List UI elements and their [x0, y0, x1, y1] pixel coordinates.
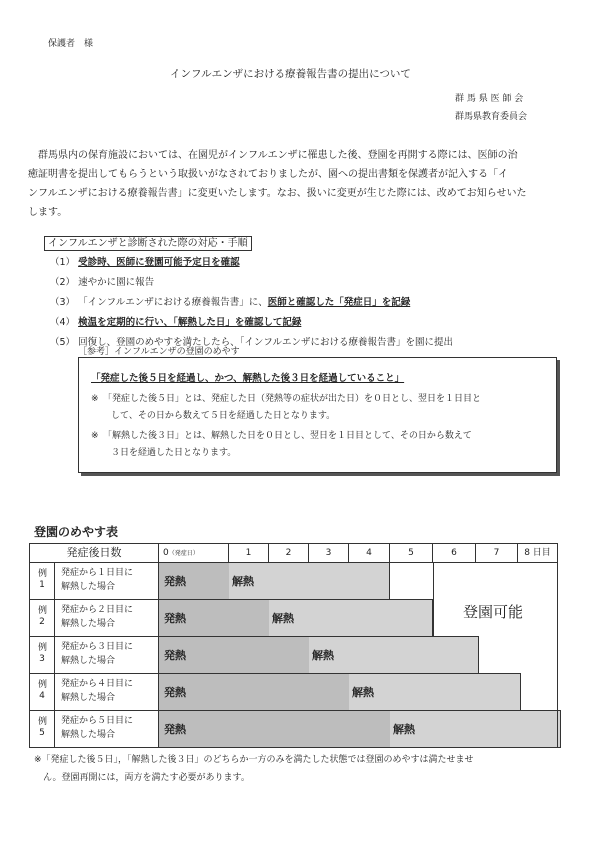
step-emphasis: 検温を定期的に行い、「解熱した日」を確認して記録 [78, 317, 302, 328]
fever-label: 発熱 [164, 686, 186, 699]
example-desc-cell [54, 562, 159, 600]
step-item [50, 274, 453, 294]
fever-label: 発熱 [164, 575, 186, 588]
ok-region [433, 562, 558, 637]
fever-label: 発熱 [164, 612, 186, 625]
day-label: 6 [451, 548, 457, 558]
example-desc: 発症から１日目に [61, 568, 134, 578]
step-number: （3） [50, 297, 76, 308]
example-desc: 発症から２日目に [61, 605, 134, 615]
example-id: 例1 [38, 569, 48, 590]
example-id-cell [29, 673, 55, 711]
footnote: ※「発症した後５日」，「解熱した後３日」のどちらか一方のみを満たした状態では登園のめやすは満たせませ [34, 755, 474, 765]
day-label: 5 [408, 548, 414, 558]
header-label: 発症後日数 [66, 546, 122, 559]
step-emphasis: 受診時、医師に登園可能予定日を確認 [78, 257, 240, 268]
sender-org1: 群 馬 県 医 師 会 [455, 94, 524, 104]
example-desc: 解熱した場合 [61, 656, 116, 666]
recovered-label: 解熱 [272, 612, 294, 625]
step-item [50, 314, 453, 334]
header-day-cell [268, 543, 309, 563]
step-number: （1） [50, 257, 76, 268]
example-desc: 解熱した場合 [61, 730, 116, 740]
header-day-cell [389, 543, 433, 563]
recovered-label: 解熱 [232, 575, 254, 588]
example-id: 例4 [38, 680, 48, 701]
example-id-cell [29, 562, 55, 600]
attendance-guideline-table [29, 543, 558, 747]
example-desc: 発症から４日目に [61, 679, 134, 689]
fever-segment [159, 711, 390, 747]
body-line: 群馬県内の保育施設においては、在園児がインフルエンザに罹患した後、登園を再開する際には、医師の治 [38, 150, 518, 161]
header-day-cell [348, 543, 390, 563]
header-label-cell [29, 543, 159, 563]
day-label: 3 [325, 548, 332, 558]
header-day-cell [158, 543, 229, 563]
example-desc-cell [54, 599, 159, 637]
fever-label: 発熱 [164, 723, 186, 736]
example-id-cell [29, 636, 55, 674]
document-title: インフルエンザにおける療養報告書の提出について [170, 68, 411, 80]
example-id: 例5 [38, 717, 48, 738]
step-number: （2） [50, 277, 76, 288]
example-desc: 発症から５日目に [61, 716, 134, 726]
step-text: 回復し、登園のめやすを満たしたら、「インフルエンザにおける療養報告書」を園に提出 [78, 337, 453, 348]
ok-label: 登園可能 [463, 603, 524, 621]
example-id-cell [29, 599, 55, 637]
header-day-cell [517, 543, 558, 563]
step-emphasis: 医師と確認した「発症日」を記録 [267, 297, 411, 308]
guideline-headline: 「発症した後５日を経過し、かつ、解熱した後３日を経過していること」 [91, 373, 405, 384]
day-label: 7 [493, 548, 500, 558]
step-text: 「インフルエンザにおける療養報告書」に、 [78, 297, 268, 308]
day-label: 8 日目 [524, 548, 551, 558]
day0-sub: （発症日） [168, 550, 199, 557]
header-day-cell [308, 543, 349, 563]
body-line: します。 [28, 207, 68, 218]
day0-label: 0 [163, 548, 169, 558]
example-desc: 発症から３日目に [61, 642, 134, 652]
header-day-cell [432, 543, 476, 563]
step-text: 速やかに園に報告 [78, 277, 155, 288]
day-label: 1 [245, 548, 252, 558]
header-day-cell [228, 543, 269, 563]
steps-list [50, 254, 453, 354]
example-desc: 解熱した場合 [61, 582, 116, 592]
body-line: 癒証明書を提出してもらうという取扱いがなされておりましたが、園への提出書類を保護者が記入する「イ [28, 169, 508, 180]
example-desc: 解熱した場合 [61, 619, 116, 629]
addressee: 保護者 様 [48, 39, 94, 49]
recovered-label: 解熱 [393, 723, 415, 736]
fever-label: 発熱 [164, 649, 186, 662]
day-label: 4 [366, 548, 372, 558]
table-title: 登園のめやす表 [34, 525, 119, 539]
guideline-note: ３日を経過した日となります。 [111, 448, 237, 458]
step-item [50, 254, 453, 274]
body-line: ンフルエンザにおける療養報告書」に変更いたします。なお、扱いに変更が生じた際には、改めてお知らせいた [28, 188, 527, 199]
example-id: 例2 [38, 606, 48, 627]
guideline-note: ※ 「解熱した後３日」とは、解熱した日を０日とし、翌日を１日目として、その日から数えて [91, 431, 472, 441]
reference-label: ［参考］インフルエンザの登園のめやす [78, 347, 240, 357]
footnote: ん。登園再開には，両方を満たす必要があります。 [43, 773, 250, 783]
example-desc: 解熱した場合 [61, 693, 116, 703]
fever-segment [159, 674, 349, 710]
sender-org2: 群馬県教育委員会 [455, 112, 528, 122]
step-item [50, 294, 453, 314]
body-text [28, 146, 573, 222]
guideline-box [78, 357, 557, 473]
header-day-cell [475, 543, 518, 563]
example-id: 例3 [38, 643, 48, 664]
example-desc-cell [54, 636, 159, 674]
example-desc-cell [54, 673, 159, 711]
step-number: （5） [50, 337, 76, 348]
example-id-cell [29, 710, 55, 748]
procedure-heading: インフルエンザと診断された際の対応・手順 [44, 236, 252, 251]
recovered-label: 解熱 [352, 686, 374, 699]
guideline-note: ※ 「発症した後５日」とは、発症した日（発熱等の症状が出た日）を０日とし、翌日を１日目と [91, 394, 482, 404]
step-number: （4） [50, 317, 76, 328]
guideline-note: して、その日から数えて５日を経過した日となります。 [111, 411, 336, 421]
recovered-label: 解熱 [312, 649, 334, 662]
example-desc-cell [54, 710, 159, 748]
day-label: 2 [285, 548, 292, 558]
